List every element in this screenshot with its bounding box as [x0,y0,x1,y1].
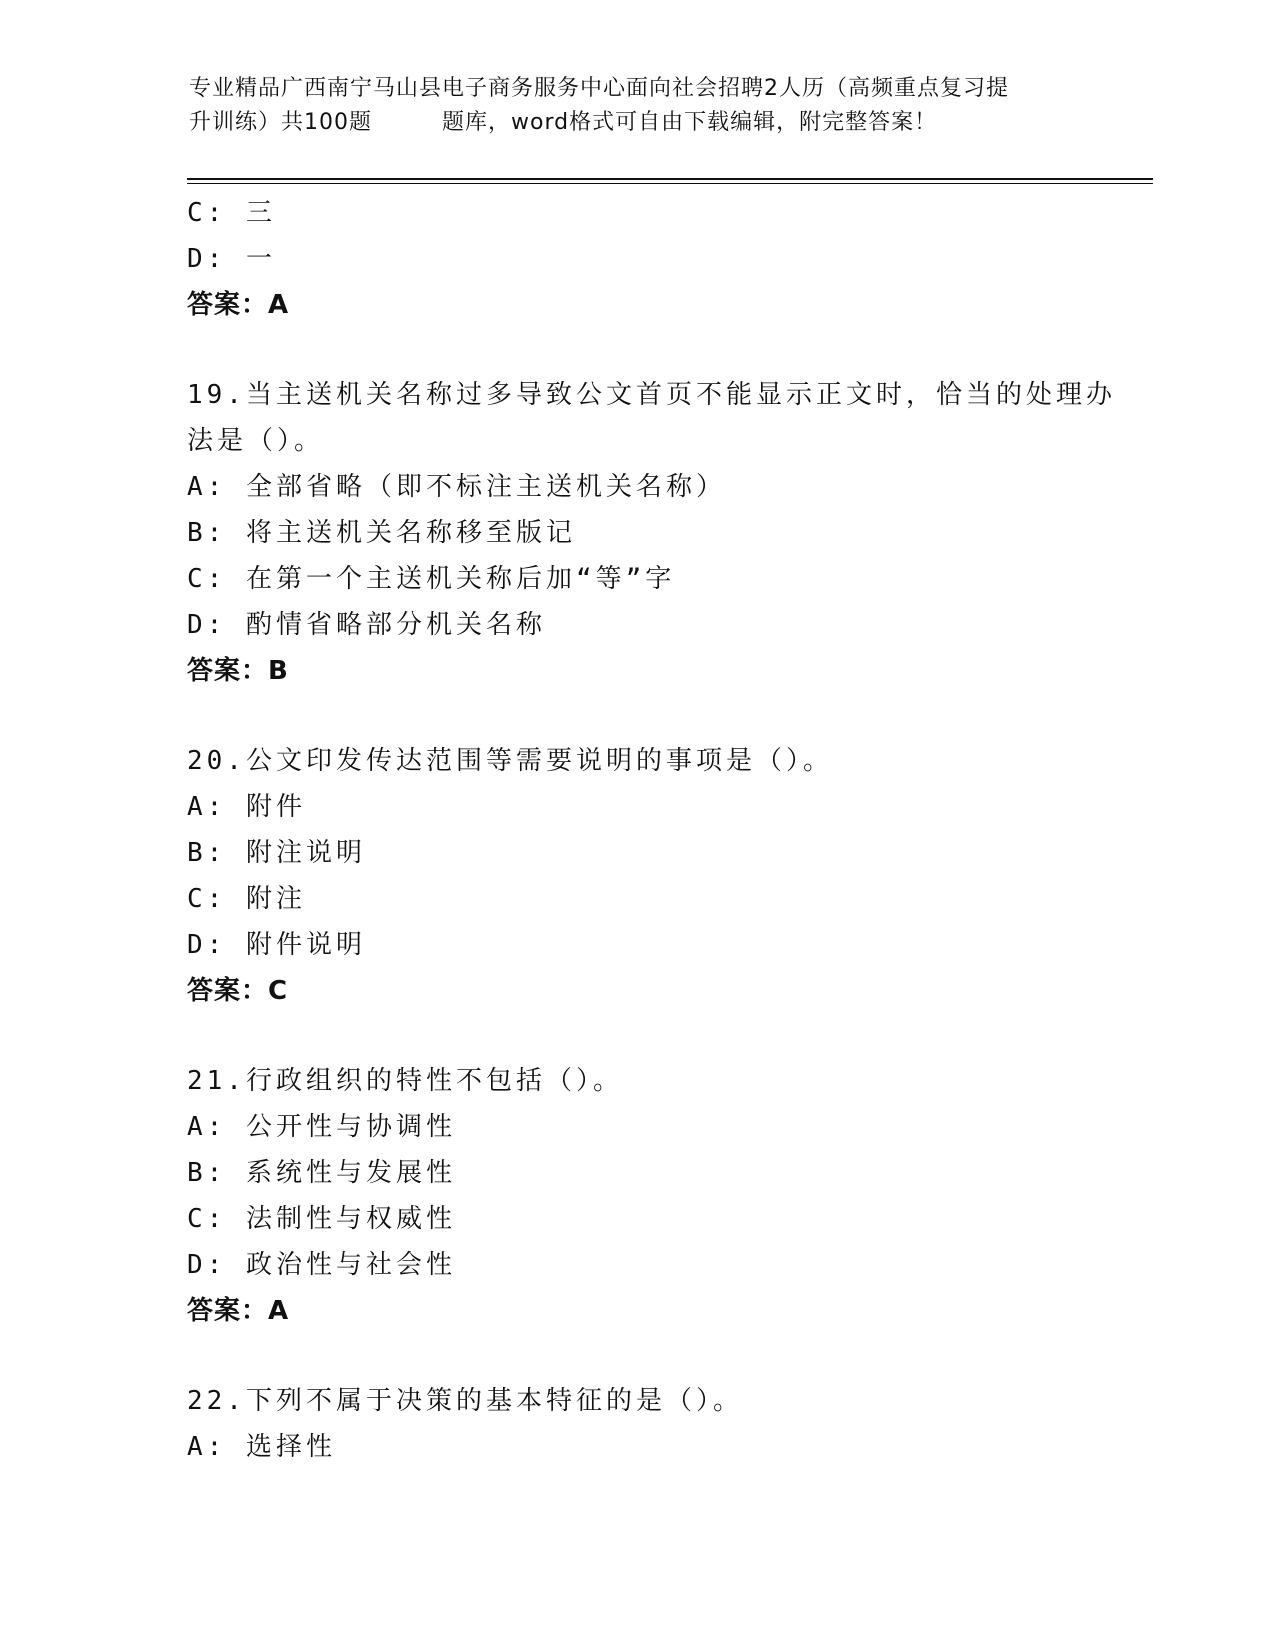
option-c: C: 三 [187,198,276,228]
option-a: A: 附件 [187,792,306,822]
question-22 [187,1378,1087,1470]
question-20 [187,738,1087,1014]
option-d: D: 一 [187,244,276,274]
question-19 [187,372,1116,694]
question-stem: 20.公文印发传达范围等需要说明的事项是（）。 [187,746,833,776]
question-stem: 19.当主送机关名称过多导致公文首页不能显示正文时，恰当的处理办 [187,380,1116,410]
answer-line: 答案：A [187,1296,290,1326]
previous-question-tail [187,190,1087,328]
header-line-2 [189,106,1089,140]
question-21 [187,1058,1087,1334]
option-d: D: 政治性与社会性 [187,1250,456,1280]
option-b: B: 系统性与发展性 [187,1158,456,1188]
header-line-2-part-a: 升训练）共100题 [189,110,372,135]
answer-line: 答案：A [187,290,290,320]
option-a: A: 公开性与协调性 [187,1112,456,1142]
answer-line: 答案：C [187,976,289,1006]
option-c: C: 在第一个主送机关称后加“等”字 [187,564,676,594]
option-c: C: 法制性与权威性 [187,1204,456,1234]
header-divider-thick [187,178,1153,180]
option-d: D: 酌情省略部分机关名称 [187,610,546,640]
header-line-1: 专业精品广西南宁马山县电子商务服务中心面向社会招聘2人历（高频重点复习提 [189,76,1009,101]
option-d: D: 附件说明 [187,930,366,960]
header-divider-thin [187,183,1153,184]
option-b: B: 将主送机关名称移至版记 [187,518,576,548]
option-c: C: 附注 [187,884,306,914]
option-a: A: 选择性 [187,1432,336,1462]
answer-line: 答案：B [187,656,289,686]
document-header [189,72,1089,140]
option-a: A: 全部省略（即不标注主送机关名称） [187,472,726,502]
header-line-2-part-b: 题库，word格式可自由下载编辑，附完整答案！ [442,110,938,135]
question-content [187,190,1116,1470]
question-stem: 22.下列不属于决策的基本特征的是（）。 [187,1386,743,1416]
question-stem-cont: 法是（）。 [187,426,325,456]
option-b: B: 附注说明 [187,838,366,868]
question-stem: 21.行政组织的特性不包括（）。 [187,1066,623,1096]
